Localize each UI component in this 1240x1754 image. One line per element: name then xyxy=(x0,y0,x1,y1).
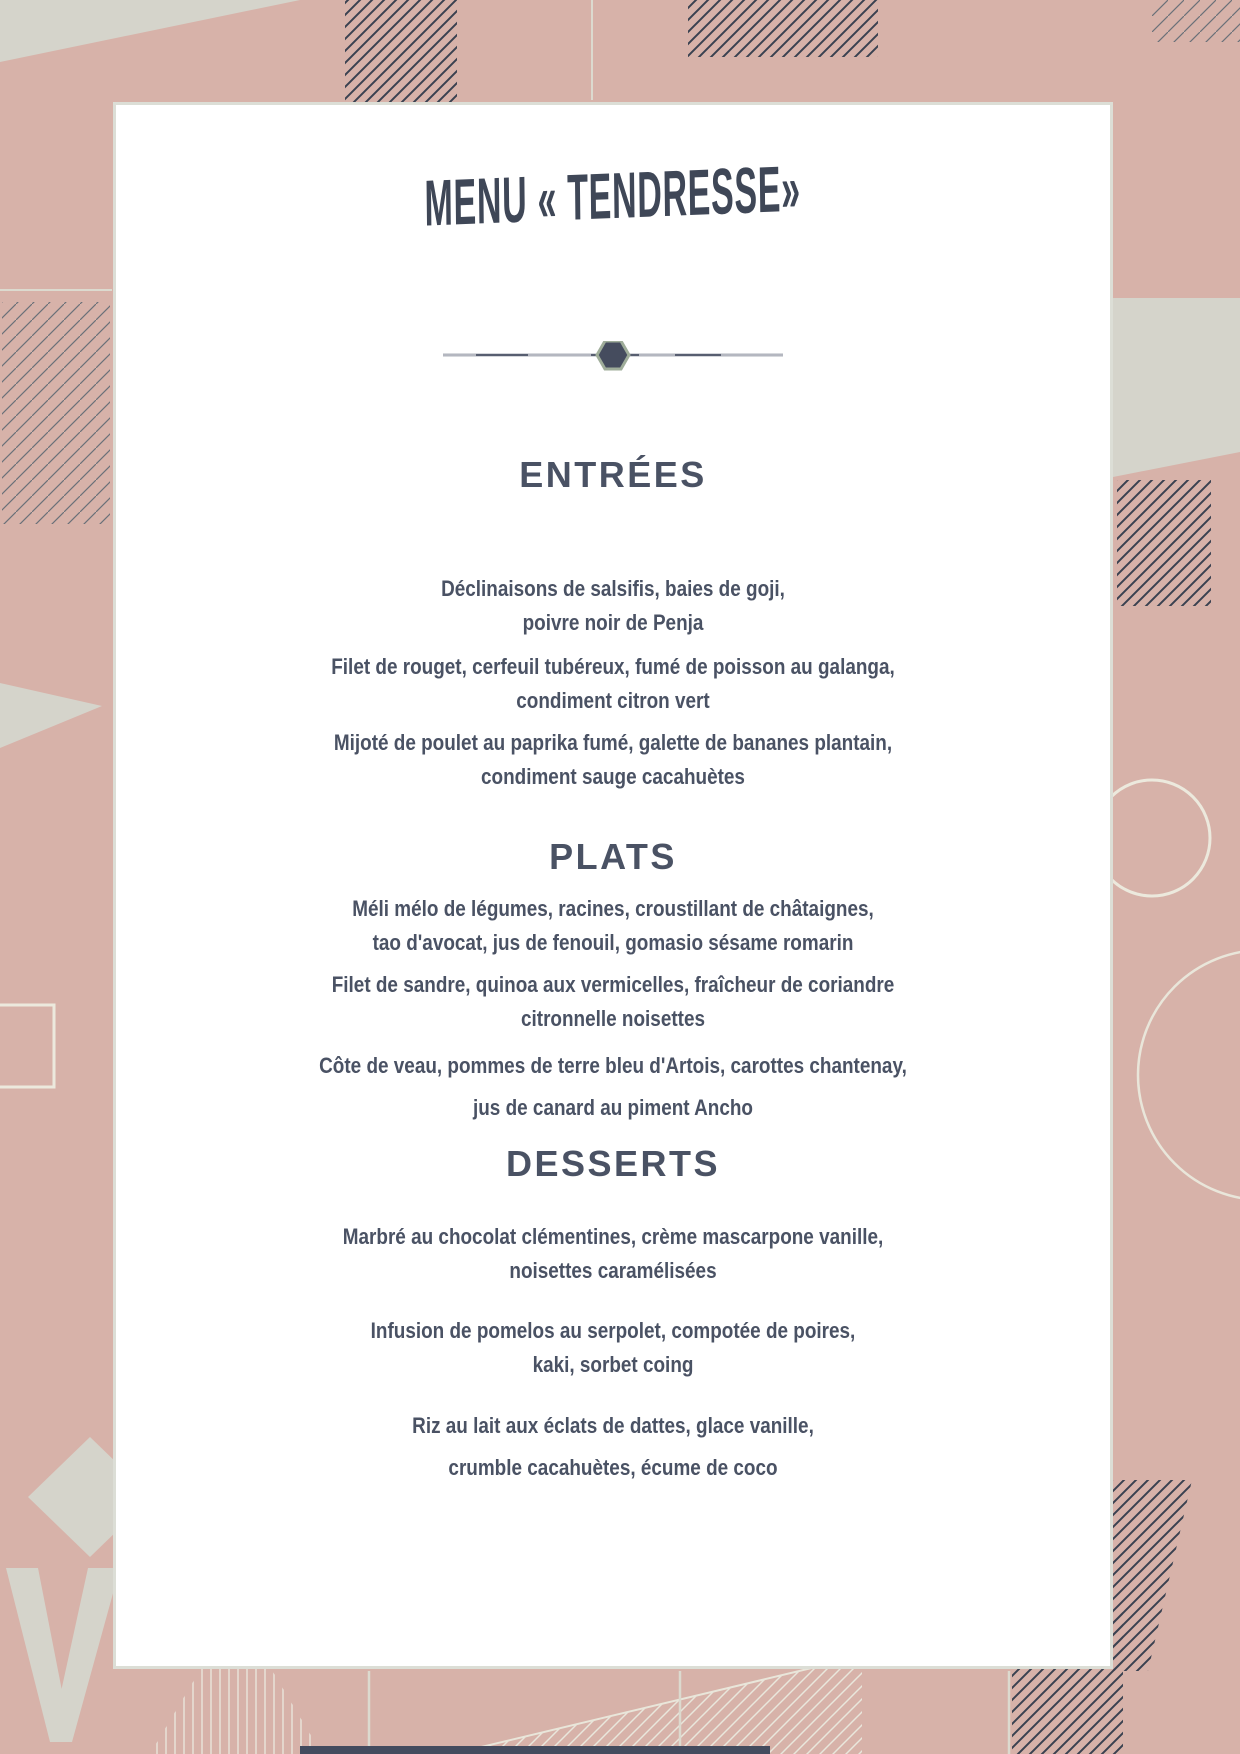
menu-item xyxy=(186,1314,1041,1382)
menu-item-line: crumble cacahuètes, écume de coco xyxy=(448,1455,778,1480)
menu-item-line: jus de canard au piment Ancho xyxy=(472,1095,753,1120)
menu-item xyxy=(186,726,1041,794)
hatch-group-top-center xyxy=(688,0,878,57)
menu-item-line: Mijoté de poulet au paprika fumé, galette de bananes plantain, xyxy=(333,730,893,755)
menu-item xyxy=(186,1405,1041,1489)
beige-wedge-right xyxy=(1113,298,1240,477)
menu-title-wrap xyxy=(116,105,1110,287)
section-title-plats: PLATS xyxy=(549,836,677,877)
hatch-group-top-right xyxy=(1152,0,1240,42)
menu-item xyxy=(186,572,1041,640)
hatch-group-top-left xyxy=(345,0,457,106)
menu-item-line: condiment sauge cacahuètes xyxy=(481,764,745,789)
bottom-navy-bar xyxy=(300,1746,770,1754)
hatch-group-right xyxy=(1117,480,1211,606)
menu-title: MENU « TENDRESSE» xyxy=(424,152,802,240)
menu-item xyxy=(186,1220,1041,1288)
menu-item-line: poivre noir de Penja xyxy=(522,610,704,635)
menu-item xyxy=(186,1045,1041,1129)
hexagon-icon xyxy=(597,341,629,369)
menu-item-line: Filet de rouget, cerfeuil tubéreux, fumé de poisson au galanga, xyxy=(331,654,895,679)
menu-item-line: Filet de sandre, quinoa aux vermicelles, fraîcheur de coriandre xyxy=(331,972,895,997)
menu-card xyxy=(113,102,1113,1669)
menu-item xyxy=(186,650,1041,718)
section-title-entrees: ENTRÉES xyxy=(519,454,707,495)
menu-item-line: citronnelle noisettes xyxy=(520,1006,705,1031)
menu-item xyxy=(186,968,1041,1036)
menu-item-line: kaki, sorbet coing xyxy=(532,1352,694,1377)
menu-item xyxy=(186,892,1041,960)
menu-item-line: Riz au lait aux éclats de dattes, glace vanille, xyxy=(412,1413,814,1438)
menu-item-line: condiment citron vert xyxy=(516,688,710,713)
section-title-desserts: DESSERTS xyxy=(505,1143,721,1184)
menu-item-line: Déclinaisons de salsifis, baies de goji, xyxy=(441,576,785,601)
menu-item-line: tao d'avocat, jus de fenouil, gomasio sésame romarin xyxy=(372,930,854,955)
menu-item-line: Côte de veau, pommes de terre bleu d'Artois, carottes chantenay, xyxy=(319,1053,907,1078)
divider-graphic xyxy=(443,341,783,371)
menu-item-line: Méli mélo de légumes, racines, croustillant de châtaignes, xyxy=(352,896,874,921)
menu-item-line: noisettes caramélisées xyxy=(509,1258,717,1283)
menu-item-line: Infusion de pomelos au serpolet, compotée de poires, xyxy=(370,1318,856,1343)
divider xyxy=(443,341,783,376)
menu-item-line: Marbré au chocolat clémentines, crème mascarpone vanille, xyxy=(342,1224,884,1249)
sketch-lines-left xyxy=(2,302,110,524)
